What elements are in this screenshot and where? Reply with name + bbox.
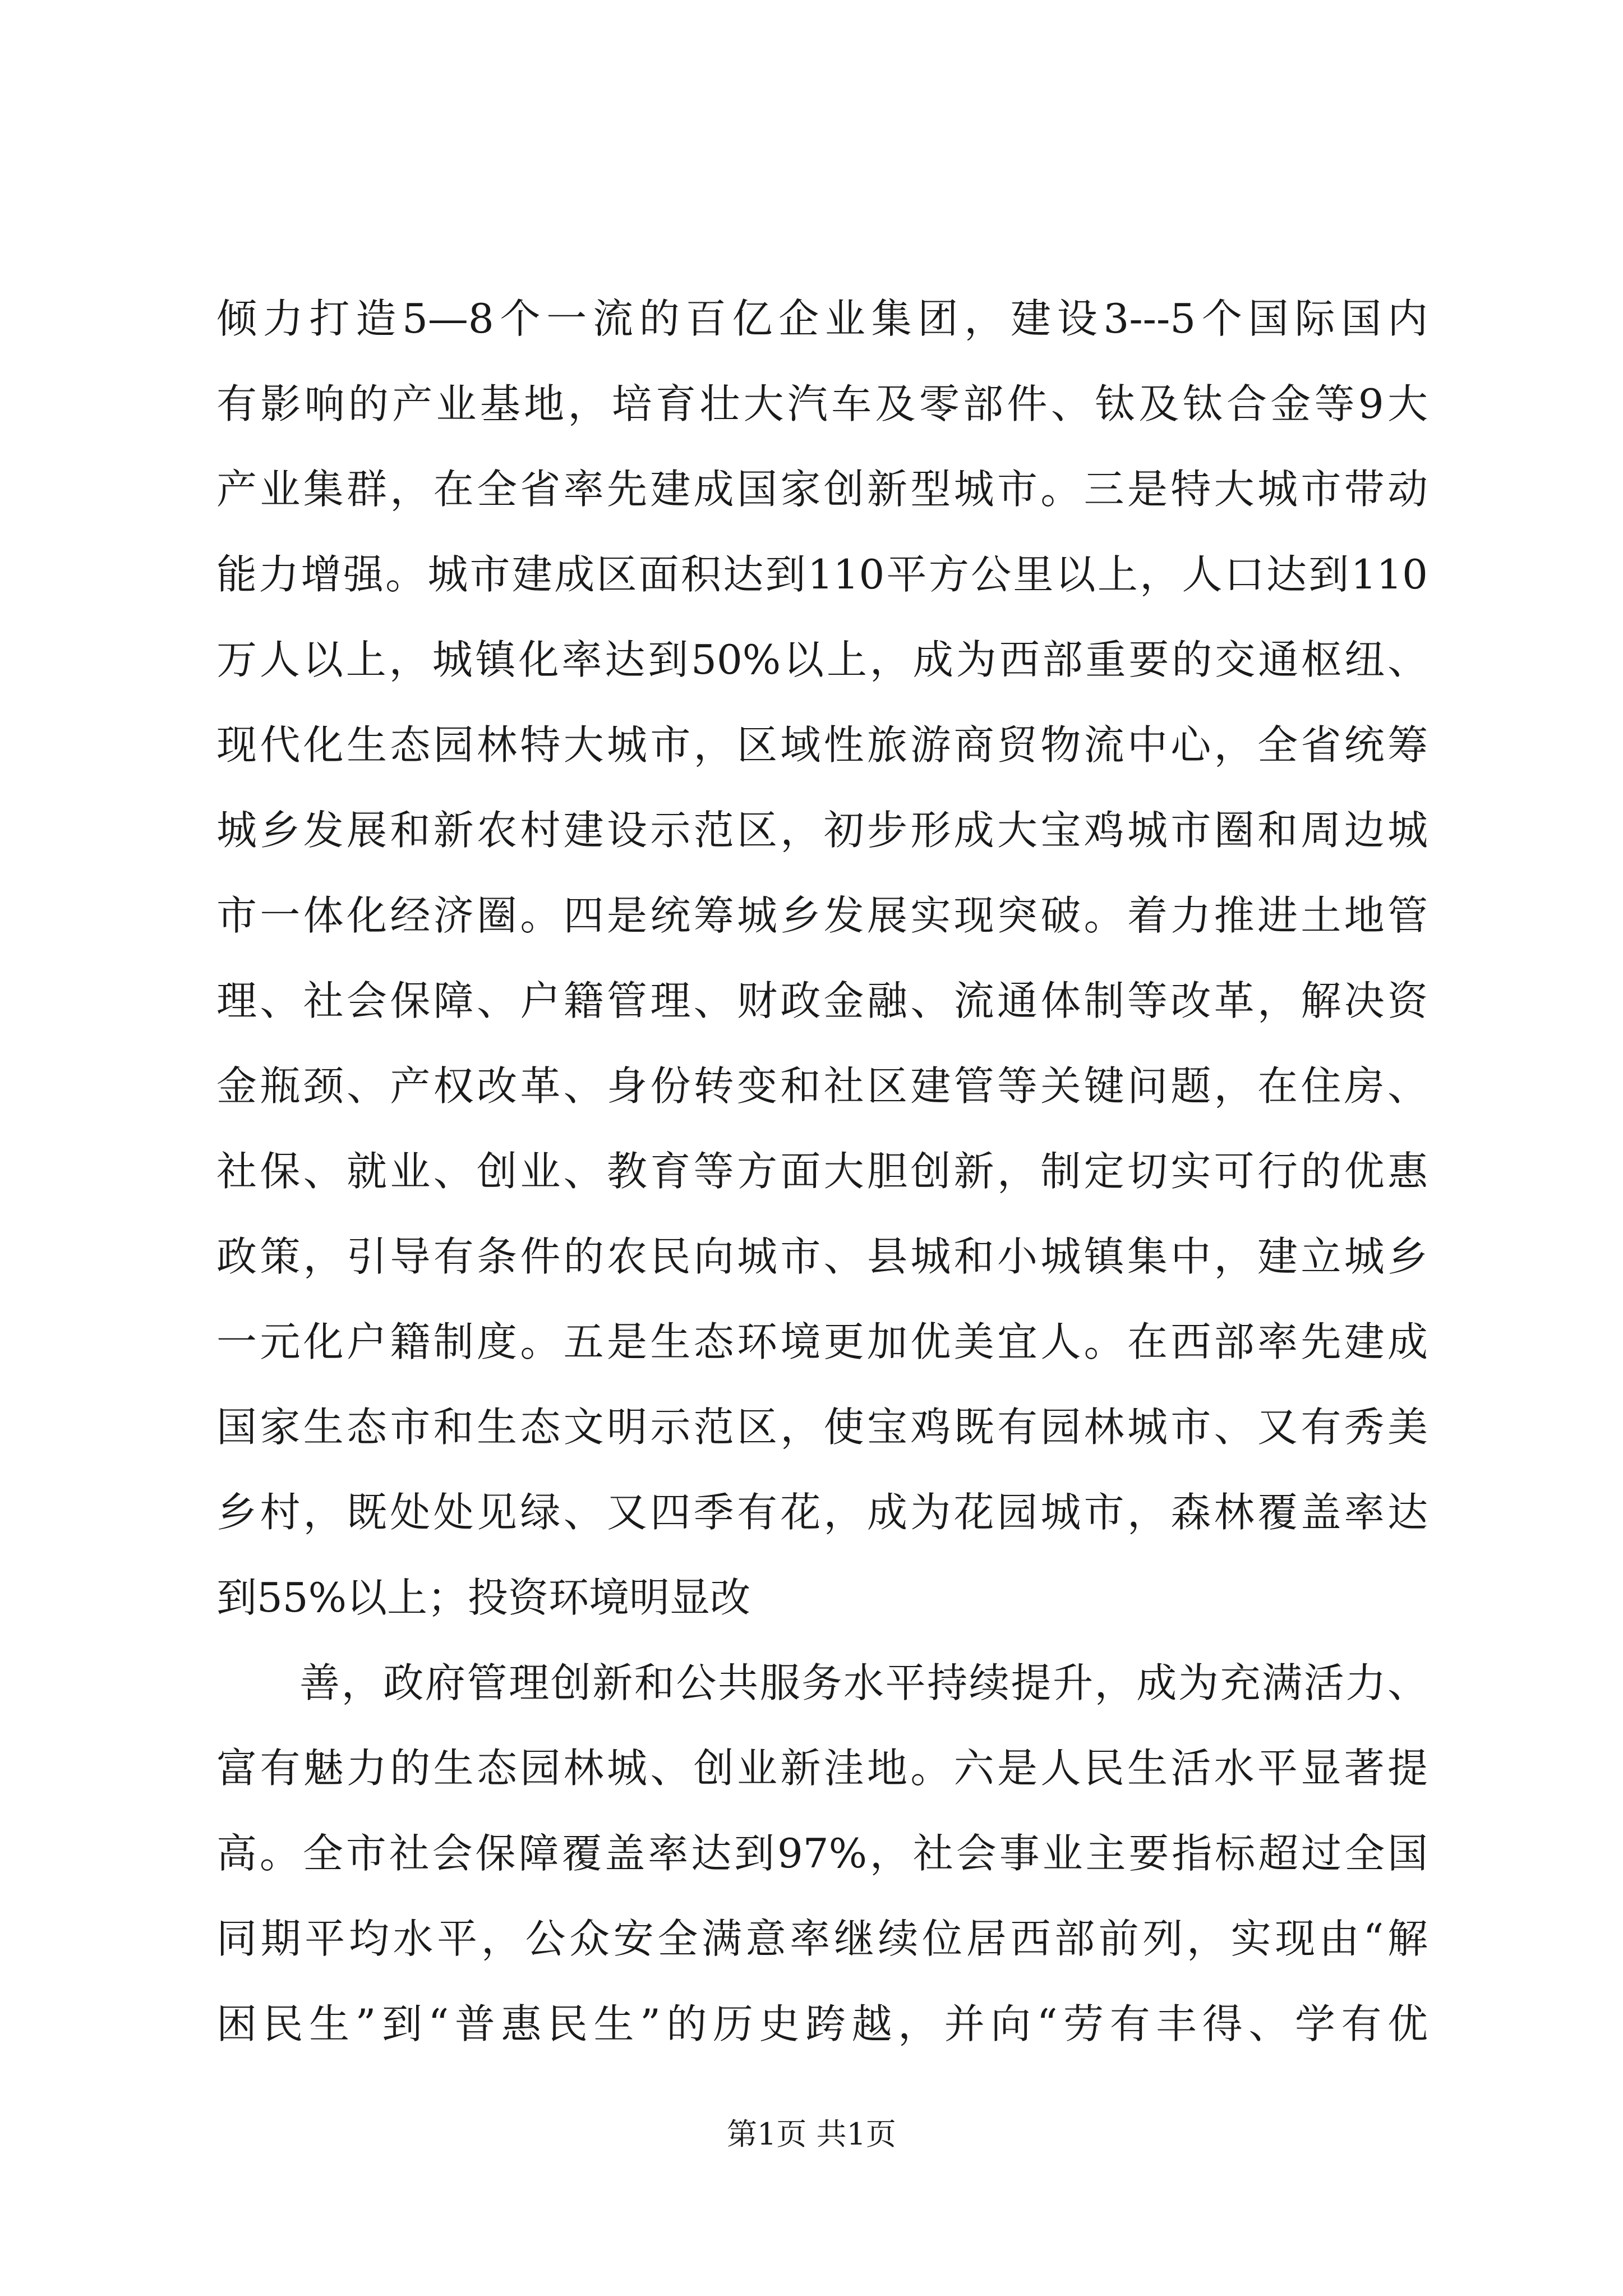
text-line: 富有魅力的生态园林城、创业新洼地。六是人民生活水平显著提 bbox=[216, 1745, 1428, 1792]
text-line: 乡村，既处处见绿、又四季有花，成为花园城市，森林覆盖率达 bbox=[216, 1489, 1428, 1536]
text-line: 困民生”到“普惠民生”的历史跨越，并向“劳有丰得、学有优 bbox=[216, 2000, 1428, 2047]
text-line: 市一体化经济圈。四是统筹城乡发展实现突破。着力推进土地管 bbox=[216, 892, 1428, 939]
text-line: 理、社会保障、户籍管理、财政金融、流通体制等改革，解决资 bbox=[216, 977, 1428, 1024]
page-number-label: 第1页 共1页 bbox=[727, 2116, 896, 2152]
text-line: 能力增强。城市建成区面积达到110平方公里以上，人口达到110 bbox=[216, 551, 1428, 598]
text-line-paragraph-start: 善，政府管理创新和公共服务水平持续提升，成为充满活力、 bbox=[299, 1659, 1428, 1706]
text-line: 一元化户籍制度。五是生态环境更加优美宜人。在西部率先建成 bbox=[216, 1318, 1428, 1365]
text-line: 倾力打造5—8个一流的百亿企业集团，建设3---5个国际国内 bbox=[216, 295, 1428, 342]
text-line: 有影响的产业基地，培育壮大汽车及零部件、钛及钛合金等9大 bbox=[216, 380, 1428, 427]
text-line: 高。全市社会保障覆盖率达到97%，社会事业主要指标超过全国 bbox=[216, 1830, 1428, 1877]
text-line: 万人以上，城镇化率达到50%以上，成为西部重要的交通枢纽、 bbox=[216, 636, 1428, 683]
text-line: 产业集群，在全省率先建成国家创新型城市。三是特大城市带动 bbox=[216, 466, 1428, 513]
text-line: 城乡发展和新农村建设示范区，初步形成大宝鸡城市圈和周边城 bbox=[216, 807, 1428, 854]
text-line: 政策，引导有条件的农民向城市、县城和小城镇集中，建立城乡 bbox=[216, 1233, 1428, 1280]
document-body bbox=[216, 276, 1428, 2067]
text-line: 社保、就业、创业、教育等方面大胆创新，制定切实可行的优惠 bbox=[216, 1148, 1428, 1195]
text-line: 国家生态市和生态文明示范区，使宝鸡既有园林城市、又有秀美 bbox=[216, 1404, 1428, 1451]
text-line: 同期平均水平，公众安全满意率继续位居西部前列，实现由“解 bbox=[216, 1915, 1428, 1962]
text-line: 到55%以上；投资环境明显改 bbox=[216, 1574, 751, 1621]
text-line: 现代化生态园林特大城市，区域性旅游商贸物流中心，全省统筹 bbox=[216, 721, 1428, 769]
page-footer bbox=[0, 2115, 1623, 2154]
text-line: 金瓶颈、产权改革、身份转变和社区建管等关键问题，在住房、 bbox=[216, 1062, 1428, 1110]
